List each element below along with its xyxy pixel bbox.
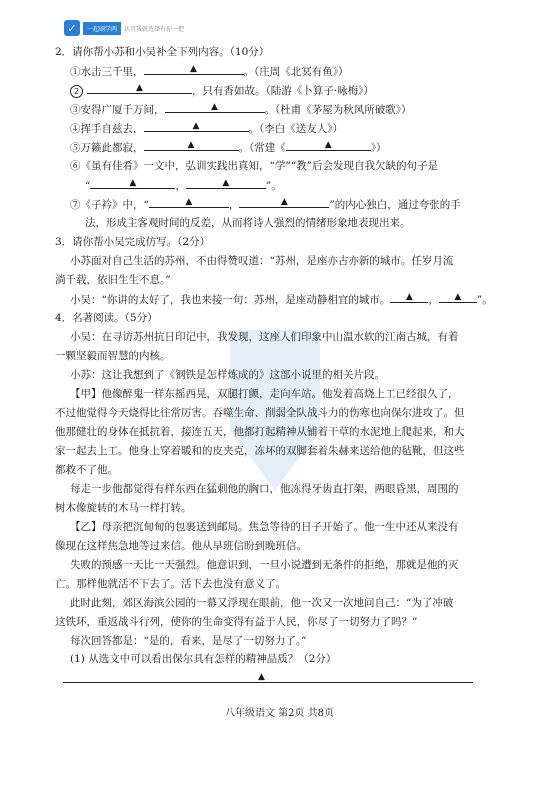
passage-a-line: 【甲】他像醉鬼一样东摇西晃，双腿打颤，走向车站。他发着高烧上工已经很久了， (70, 388, 459, 400)
answer-line[interactable] (63, 682, 473, 683)
answer-blank[interactable]: ▲ (239, 197, 329, 208)
passage-b-line: 像现在这样焦急地等过来信。他从早班信盼到晚班信。 (55, 540, 307, 552)
answer-blank[interactable]: ▲ (144, 140, 239, 151)
answer-blank[interactable]: ▲ (390, 292, 428, 303)
answer-blank[interactable]: ▲ (186, 178, 266, 189)
q4-line-3: 小苏：这让我想到了《钢铁是怎样炼成的》这部小说里的相关片段。 (70, 369, 385, 381)
passage-b-line: 失败的预感一天比一天强烈。他意识到，一旦小说遭到无条件的拒绝，那就是他的灭 (70, 559, 459, 571)
passage-b-line: 这铁环，重返战斗行列，使你的生命变得有益于人民，你尽了一切努力了吗？” (55, 616, 418, 628)
page-footer: 八年级语文 第2页 共8页 (224, 708, 335, 719)
brand-logo (64, 19, 184, 37)
q2-line-6: ⑥《虽有佳肴》一文中，弘训实践出真知，“学”“教”后会发现自我欠缺的句子是 (70, 160, 438, 172)
q2-line-3: ③安得广厦千万间， ▲ 。（杜甫《茅屋为秋风所破歌》） (70, 102, 412, 116)
passage-a-line: 不过他觉得今天烧得比往常厉害。吞噬生命、削弱全队战斗力的伤寒也向保尔进攻了。但 (55, 407, 465, 419)
q2-title: 2．请你帮小苏和小吴补全下列内容。（10分） (55, 46, 270, 58)
q2-line-2: 2 ▲ ，只有香如故。（陆游《卜算子·咏梅》） (70, 83, 540, 98)
q4-sub1-prompt: (1) 从选文中可以看出保尔具有怎样的精神品质？（2分） (70, 653, 337, 665)
logo-name: 一起刷学两 (83, 22, 121, 35)
answer-blank[interactable]: ▲ (165, 102, 265, 113)
answer-blank[interactable]: ▲ (286, 140, 371, 151)
passage-b-line: 【乙】母亲把沉甸甸的包裹送到邮局。焦急等待的日子开始了。他一生中还从来没有 (70, 521, 459, 533)
passage-b-line: 每次回答都是：“是的，看来，是尽了一切努力了。” (70, 635, 307, 647)
answer-blank[interactable]: ▲ (149, 197, 229, 208)
q2-line-7b: 法，形成主客观时间的反差，从而将诗人强烈的情绪形象地表现出来。 (85, 217, 411, 229)
q2-line-5: ⑤万籁此都寂， ▲ 。（常建《 ▲ 》） (70, 140, 387, 154)
answer-blank[interactable]: ▲ (144, 64, 244, 75)
circled-number-2: 2 (70, 85, 83, 98)
q2-line-1: ①水击三千里， ▲ 。（庄周《北冥有鱼》） (70, 64, 349, 78)
passage-b-line: 此时此刻，郊区海滨公园的一幕又浮现在眼前，他一次又一次地问自己：“为了冲破 (70, 597, 454, 609)
answer-blank[interactable]: ▲ (90, 178, 175, 189)
answer-blank[interactable]: ▲ (144, 121, 249, 132)
q3-line-3: 小吴：“你讲的太好了，我也来接一句：苏州，是座动静相宜的城市。 ▲ ， ▲ ”。 (70, 292, 493, 306)
passage-a-line: 每走一步他都觉得有样东西在猛刺他的胸口，他冻得牙齿直打架，两眼昏黑，周围的 (70, 483, 459, 495)
q2-line-6b: “ ▲ ， ▲ ”。 (85, 178, 282, 192)
q4-title: 4．名著阅读。（5分） (55, 312, 158, 324)
logo-check-icon: ✓ (64, 20, 80, 36)
q2-line-4: ④挥手自兹去， ▲ 。（李白《送友人》） (70, 121, 343, 135)
q4-line-1: 小吴：在寻访苏州抗日印记中，我发现，这座人们印象中山温水软的江南古城，有着 (70, 331, 459, 343)
answer-marker: ▲ (258, 672, 265, 682)
q3-line-1: 小苏面对自己生活的苏州，不由得赞叹道：“苏州，是座亦古亦新的城市。任岁月流 (70, 255, 454, 267)
passage-b-line: 亡。那样他就活不下去了。活下去也没有意义了。 (55, 578, 286, 590)
logo-tagline: 认可我就选择有你一把 (124, 25, 185, 33)
passage-a-line: 家一起去上工。他身上穿着暖和的皮夹克，冻坏的双脚套着朱赫来送给他的毡靴，但这些 (55, 445, 465, 457)
answer-blank[interactable]: ▲ (87, 83, 192, 94)
passage-a-line: 他那健壮的身体在抵抗着，接连五天，他都打起精神从铺着干草的水泥地上爬起来，和大 (55, 426, 465, 438)
q2-line-7: ⑦《子衿》中，“ ▲ ， ▲ ”的内心独白，通过夸张的手 (70, 197, 461, 211)
q4-line-2: 一颗坚毅而智慧的内核。 (55, 350, 171, 362)
passage-a-line: 都救不了他。 (55, 464, 118, 476)
q3-line-2: 淌千载，依旧生生不息。” (55, 274, 171, 286)
passage-a-line: 树木像旋转的木马一样打转。 (55, 502, 192, 514)
q3-title: 3．请你帮小吴完成仿写。（2分） (55, 236, 211, 248)
answer-blank[interactable]: ▲ (439, 292, 477, 303)
